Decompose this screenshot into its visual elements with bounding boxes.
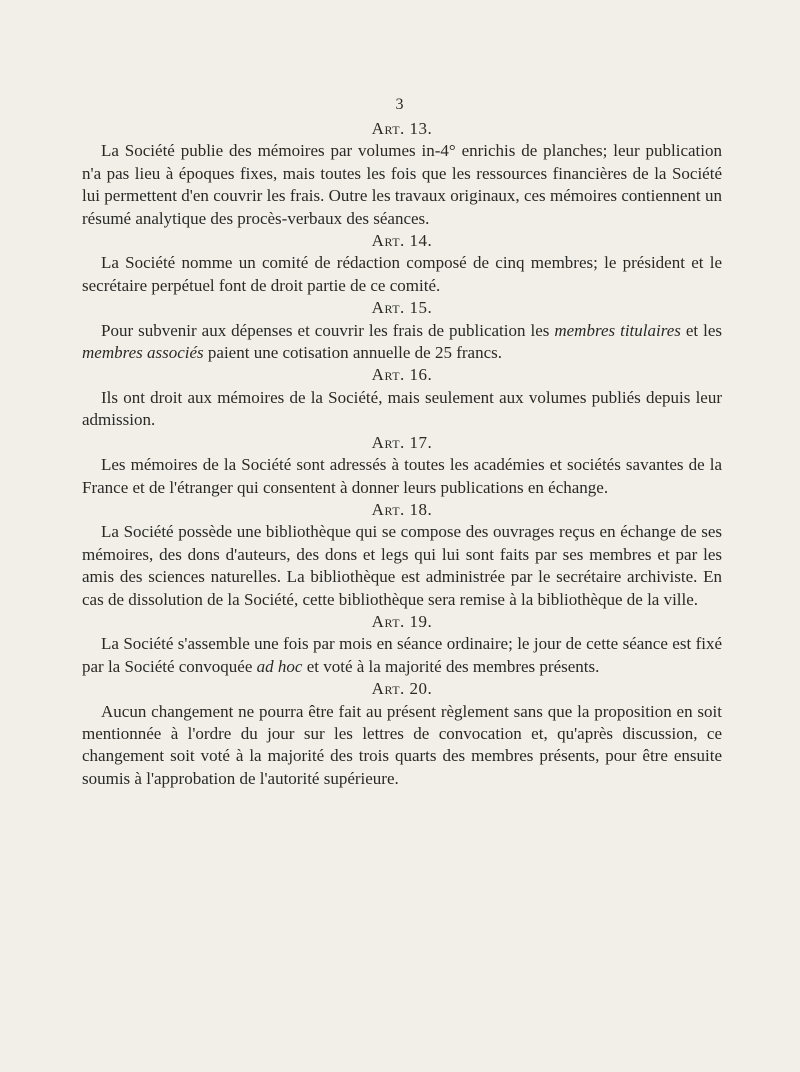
article-text: La Société possède une bibliothèque qui se compose des ouvrages reçus en échange de ses mémoires, des dons d'auteurs, des dons et legs qui lui sont faits par ses membres et par les amis des sciences naturelles. La bibliothèque est administrée par le secrétaire archiviste. En cas de dissolution de la Société, cette bibliothèque sera remise à la bibliothèque de la ville.	[82, 522, 722, 609]
article-text: La Société publie des mémoires par volumes in-4° enrichis de planches; leur publication n'a pas lieu à époques fixes, mais toutes les fois que les ressources financières de la Société lui permettent d'en couvrir les frais. Outre les travaux originaux, ces mémoires contiennent un résumé analytique des procès-verbaux des séances.	[82, 141, 722, 228]
article-13	[82, 118, 722, 230]
article-text: Ils ont droit aux mémoires de la Société, mais seulement aux volumes publiés depuis leur admission.	[82, 387, 722, 430]
page-number: 3	[395, 96, 405, 113]
article-heading: Art. 13.	[371, 119, 433, 138]
italic-term: ad hoc	[256, 656, 303, 676]
article-17	[82, 432, 722, 499]
article-18	[82, 499, 722, 611]
article-20	[82, 678, 722, 790]
text-segment: et les	[680, 320, 722, 340]
text-segment: paient une cotisation annuelle de 25 francs.	[203, 343, 502, 363]
text-segment: et voté à la majorité des membres présents.	[302, 656, 600, 676]
article-heading: Art. 17.	[371, 432, 433, 452]
italic-term: membres titulaires	[554, 320, 681, 340]
article-heading: Art. 15.	[371, 298, 433, 318]
article-15	[82, 297, 722, 364]
article-16	[82, 364, 722, 431]
article-14	[82, 230, 722, 297]
article-heading: Art. 18.	[371, 499, 433, 519]
text-segment: Pour subvenir aux dépenses et couvrir les frais de publication les	[101, 320, 555, 340]
italic-term: membres associés	[82, 343, 204, 363]
article-text: La Société nomme un comité de rédaction composé de cinq membres; le président et le secrétaire perpétuel font de droit partie de ce comité.	[82, 253, 722, 295]
text-segment: La Société s'assemble une fois par mois en séance ordinaire; le jour de cette séance est fixé par la Société convoquée	[82, 634, 722, 676]
article-heading: Art. 20.	[371, 679, 433, 699]
article-text	[82, 320, 722, 365]
article-heading: Art. 16.	[371, 365, 433, 385]
document-body	[82, 118, 722, 790]
article-19	[82, 611, 722, 678]
article-heading: Art. 19.	[371, 611, 433, 631]
article-heading: Art. 14.	[371, 231, 433, 251]
article-text	[82, 633, 722, 678]
article-text: Aucun changement ne pourra être fait au présent règlement sans que la proposition en soit mentionnée à l'ordre du jour sur les lettres de convocation et, qu'après discussion, ce changement soit voté à la majorité des trois quarts des membres présents, pour être ensuite soumis à l'approbation de l'autorité supérieure.	[82, 701, 722, 788]
article-text: Les mémoires de la Société sont adressés à toutes les académies et sociétés savantes de la France et de l'étranger qui consentent à donner leurs publications en échange.	[82, 455, 722, 497]
